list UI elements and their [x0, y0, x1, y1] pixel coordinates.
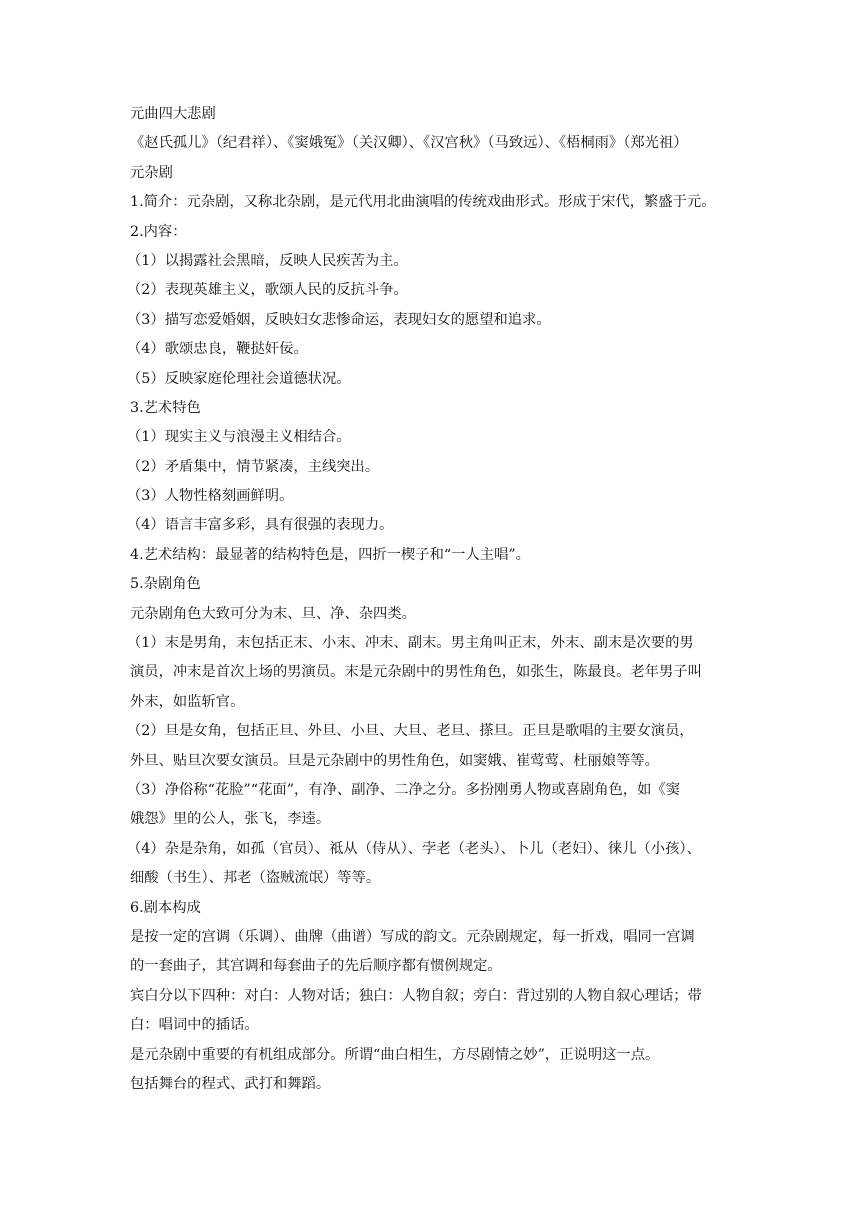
script-dialogue-line-1: 宾白分以下四种：对白：人物对话；独白：人物自叙；旁白：背过别的人物自叙心理话；带	[130, 987, 702, 1004]
document-body	[127, 100, 732, 1099]
script-dialogue-line-2: 白：唱词中的插话。	[130, 1017, 259, 1034]
script-stage-action: 包括舞台的程式、武打和舞蹈。	[130, 1075, 331, 1092]
art-feature-4: （4）语言丰富多彩，具有很强的表现力。	[127, 517, 394, 534]
role-jing-line-2: 娥怨》里的公人，张飞，李逵。	[130, 811, 331, 828]
art-feature-1: （1）现实主义与浪漫主义相结合。	[127, 429, 351, 446]
script-verse-line-1: 是按一定的宫调（乐调）、曲牌（曲谱）写成的韵文。元杂剧规定，每一折戏，唱同一宫调	[130, 928, 695, 945]
section-6-heading: 6.剧本构成	[130, 899, 201, 916]
role-jing-line-1: （3）净俗称“花脸”“花面”，有净、副净、二净之分。多扮刚勇人物或喜剧角色，如《窦	[127, 781, 681, 798]
heading-yuanqu-tragedies: 元曲四大悲剧	[130, 106, 216, 122]
content-item-4: （4）歌颂忠良，鞭挞奸佞。	[127, 341, 308, 358]
section-1-intro: 1.简介：元杂剧，又称北杂剧，是元代用北曲演唱的传统戏曲形式。形成于宋代，繁盛于元。	[130, 194, 716, 211]
section-3-heading: 3.艺术特色	[130, 399, 201, 416]
content-item-3: （3）描写恋爱婚姻，反映妇女悲惨命运，表现妇女的愿望和追求。	[127, 311, 551, 328]
art-feature-3: （3）人物性格刻画鲜明。	[127, 488, 294, 505]
role-mo-line-1: （1）末是男角，末包括正末、小末、冲末、副末。男主角叫正末，外末、副末是次要的男	[127, 635, 694, 652]
section-2-heading: 2.内容：	[130, 223, 187, 240]
role-za-line-1: （4）杂是杂角，如孤（官员）、祗从（侍从）、孛老（老头）、卜儿（老妇）、徕儿（小孩）、	[127, 840, 701, 857]
role-dan-line-1: （2）旦是女角，包括正旦、外旦、小旦、大旦、老旦、搽旦。正旦是歌唱的主要女演员，	[127, 723, 694, 740]
section-5-heading: 5.杂剧角色	[130, 576, 201, 593]
script-dialogue-importance: 是元杂剧中重要的有机组成部分。所谓“曲白相生，方尽剧情之妙”，正说明这一点。	[130, 1046, 660, 1063]
art-feature-2: （2）矛盾集中，情节紧凑，主线突出。	[127, 458, 380, 475]
script-verse-line-2: 的一套曲子，其宫调和每套曲子的先后顺序都有惯例规定。	[130, 958, 502, 975]
tragedy-list: 《赵氏孤儿》（纪君祥）、《窦娥冤》（关汉卿）、《汉宫秋》（马致远）、《梧桐雨》（郑光祖）	[130, 135, 688, 152]
content-item-1: （1）以揭露社会黑暗，反映人民疾苦为主。	[127, 252, 408, 269]
heading-yuan-zaju: 元杂剧	[130, 164, 173, 181]
role-mo-line-2: 演员，冲末是首次上场的男演员。末是元杂剧中的男性角色，如张生，陈最良。老年男子叫	[130, 664, 702, 681]
roles-summary: 元杂剧角色大致可分为末、旦、净、杂四类。	[130, 605, 416, 622]
section-4-structure: 4.艺术结构：最显著的结构特色是，四折一楔子和“一人主唱”。	[130, 546, 530, 563]
content-item-5: （5）反映家庭伦理社会道德状况。	[127, 370, 351, 387]
role-dan-line-2: 外旦、贴旦次要女演员。旦是元杂剧中的男性角色，如窦娥、崔莺莺、杜丽娘等等。	[130, 752, 659, 769]
content-item-2: （2）表现英雄主义，歌颂人民的反抗斗争。	[127, 282, 408, 299]
role-za-line-2: 细酸（书生）、邦老（盗贼流氓）等等。	[130, 870, 381, 887]
role-mo-line-3: 外末，如监斩官。	[130, 693, 245, 710]
